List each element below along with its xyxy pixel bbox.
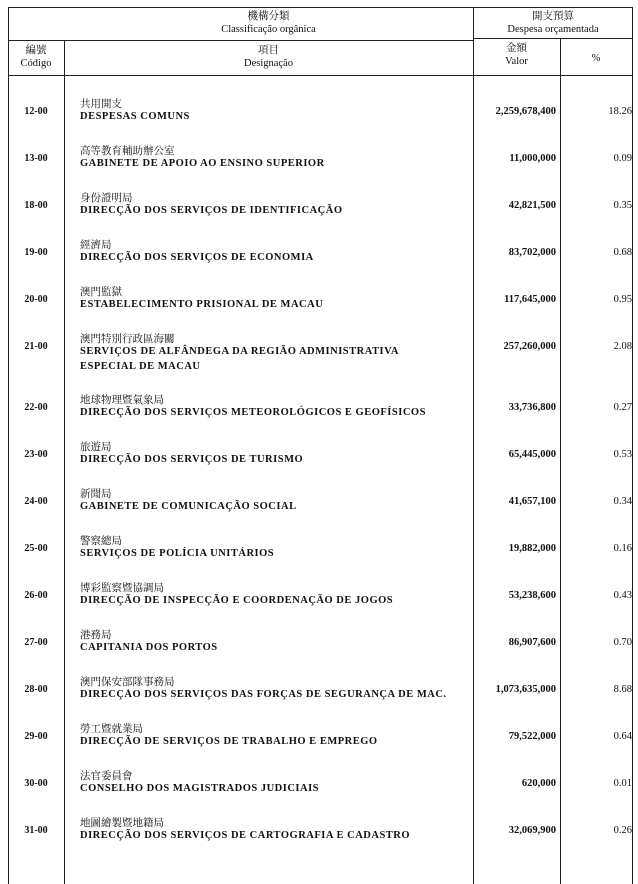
table-row [8, 758, 633, 805]
row-value: 33,736,800 [508, 402, 556, 413]
table-row [8, 274, 633, 321]
row-percent: 0.34 [613, 496, 632, 507]
row-code: 12-00 [24, 106, 48, 117]
row-name-pt: SERVIÇOS DE ALFÂNDEGA DA REGIÃO ADMINISTRATIVA [80, 346, 399, 357]
row-name-zh: 新聞局 [80, 488, 112, 500]
row-name-zh: 澳門特別行政區海關 [80, 333, 175, 345]
classification-pt: Classificação orgânica [221, 24, 316, 35]
row-name-pt: GABINETE DE COMUNICAÇÃO SOCIAL [80, 501, 297, 512]
row-percent: 18.26 [608, 106, 632, 117]
row-code: 29-00 [24, 731, 48, 742]
header-bottom [8, 75, 633, 76]
row-name-zh: 高等教育輔助辦公室 [80, 145, 175, 157]
row-name-pt: DIRECÇÃO DOS SERVIÇOS DE ECONOMIA [80, 252, 314, 263]
table-row [8, 227, 633, 274]
table-row [8, 711, 633, 758]
row-percent: 2.08 [613, 341, 632, 352]
row-value: 1,073,635,000 [495, 684, 556, 695]
budget-pt: Despesa orçamentada [507, 24, 599, 35]
table-row [8, 664, 633, 711]
table-row [8, 382, 633, 429]
top-border [8, 7, 633, 8]
row-value: 79,522,000 [508, 731, 556, 742]
percent-header [560, 52, 632, 65]
table-row [8, 180, 633, 227]
row-value: 2,259,678,400 [495, 106, 556, 117]
header-divider [8, 40, 473, 41]
row-name-zh: 身份證明局 [80, 192, 133, 204]
row-name-pt: CONSELHO DOS MAGISTRADOS JUDICIAIS [80, 783, 320, 794]
header-divider-upper [473, 38, 633, 39]
amount-pt: Valor [505, 56, 528, 67]
table-row [8, 429, 633, 476]
row-name-pt: DIRECÇÃO DOS SERVIÇOS METEOROLÓGICOS E GEOFÍSICOS [80, 407, 426, 418]
row-name-pt: DIRECÇÃO DE INSPECÇÃO E COORDENAÇÃO DE JOGOS [80, 595, 394, 606]
row-code: 25-00 [24, 543, 48, 554]
percent-label: % [591, 53, 601, 64]
row-percent: 0.64 [613, 731, 632, 742]
row-name-pt-continued: ESPECIAL DE MACAU [80, 361, 201, 372]
row-percent: 0.16 [613, 543, 632, 554]
row-name-zh: 港務局 [80, 629, 112, 641]
table-row [8, 805, 633, 852]
row-value: 86,907,600 [508, 637, 556, 648]
item-zh: 項目 [258, 44, 279, 56]
row-value: 83,702,000 [508, 247, 556, 258]
row-name-pt: DESPESAS COMUNS [80, 111, 190, 122]
table-row [8, 133, 633, 180]
row-percent: 0.35 [613, 200, 632, 211]
row-code: 19-00 [24, 247, 48, 258]
row-value: 65,445,000 [508, 449, 556, 460]
row-value: 42,821,500 [508, 200, 556, 211]
row-name-zh: 警察總局 [80, 535, 122, 547]
budget-zh: 開支預算 [532, 10, 574, 22]
row-percent: 0.95 [613, 294, 632, 305]
row-name-pt: DIRECÇÃO DOS SERVIÇOS DAS FORÇAS DE SEGURANÇA DE MAC. [80, 689, 447, 700]
code-zh: 編號 [25, 44, 47, 56]
row-code: 22-00 [24, 402, 48, 413]
row-percent: 0.70 [613, 637, 632, 648]
row-percent: 0.68 [613, 247, 632, 258]
row-name-zh: 共用開支 [80, 98, 122, 110]
row-value: 117,645,000 [504, 294, 556, 305]
row-percent: 0.53 [613, 449, 632, 460]
row-value: 257,260,000 [503, 341, 556, 352]
row-value: 620,000 [521, 778, 556, 789]
row-percent: 0.43 [613, 590, 632, 601]
row-percent: 0.09 [613, 153, 632, 164]
row-code: 23-00 [24, 449, 48, 460]
row-name-zh: 旅遊局 [80, 441, 112, 453]
row-name-zh: 法官委員會 [80, 770, 133, 782]
row-percent: 0.27 [613, 402, 632, 413]
row-code: 13-00 [24, 153, 48, 164]
row-name-pt: CAPITANIA DOS PORTOS [80, 642, 218, 653]
amount-zh: 金額 [506, 42, 527, 54]
code-header [8, 44, 64, 70]
code-pt: Código [20, 58, 52, 69]
amount-header [473, 42, 560, 68]
row-name-pt: GABINETE DE APOIO AO ENSINO SUPERIOR [80, 158, 325, 169]
table-row [8, 86, 633, 133]
row-percent: 0.26 [613, 825, 632, 836]
table-row [8, 476, 633, 523]
budget-header [473, 10, 633, 36]
row-percent: 8.68 [613, 684, 632, 695]
row-name-zh: 澳門監獄 [80, 286, 122, 298]
row-name-zh: 地球物理暨氣象局 [80, 394, 164, 406]
classification-zh: 機構分類 [247, 10, 290, 22]
row-name-pt: DIRECÇÃO DOS SERVIÇOS DE IDENTIFICAÇÃO [80, 205, 343, 216]
row-name-pt: DIRECÇÃO DE SERVIÇOS DE TRABALHO E EMPREGO [80, 736, 378, 747]
row-name-pt: ESTABELECIMENTO PRISIONAL DE MACAU [80, 299, 324, 310]
row-value: 11,000,000 [509, 153, 556, 164]
table-row [8, 570, 633, 617]
row-value: 53,238,600 [508, 590, 556, 601]
row-name-zh: 博彩監察暨協調局 [80, 582, 164, 594]
row-name-zh: 經濟局 [80, 239, 112, 251]
row-code: 28-00 [24, 684, 48, 695]
row-name-zh: 澳門保安部隊事務局 [80, 676, 175, 688]
row-code: 20-00 [24, 294, 48, 305]
table-row [8, 321, 633, 383]
row-name-pt: DIRECÇÃO DOS SERVIÇOS DE CARTOGRAFIA E CADASTRO [80, 830, 411, 841]
item-pt: Designação [244, 58, 293, 69]
row-code: 31-00 [24, 825, 48, 836]
row-name-pt: DIRECÇÃO DOS SERVIÇOS DE TURISMO [80, 454, 304, 465]
row-code: 27-00 [24, 637, 48, 648]
table-row [8, 523, 633, 570]
row-value: 32,069,900 [508, 825, 556, 836]
classification-header [64, 10, 473, 36]
row-code: 21-00 [24, 341, 48, 352]
row-code: 26-00 [24, 590, 48, 601]
row-code: 24-00 [24, 496, 48, 507]
item-header [64, 44, 473, 70]
row-name-pt: SERVIÇOS DE POLÍCIA UNITÁRIOS [80, 548, 275, 559]
row-value: 41,657,100 [508, 496, 556, 507]
row-code: 30-00 [24, 778, 48, 789]
row-name-zh: 地圖繪製暨地籍局 [80, 817, 164, 829]
row-name-zh: 勞工暨就業局 [80, 723, 143, 735]
row-code: 18-00 [24, 200, 48, 211]
table-row [8, 617, 633, 664]
row-percent: 0.01 [613, 778, 632, 789]
row-value: 19,882,000 [508, 543, 556, 554]
